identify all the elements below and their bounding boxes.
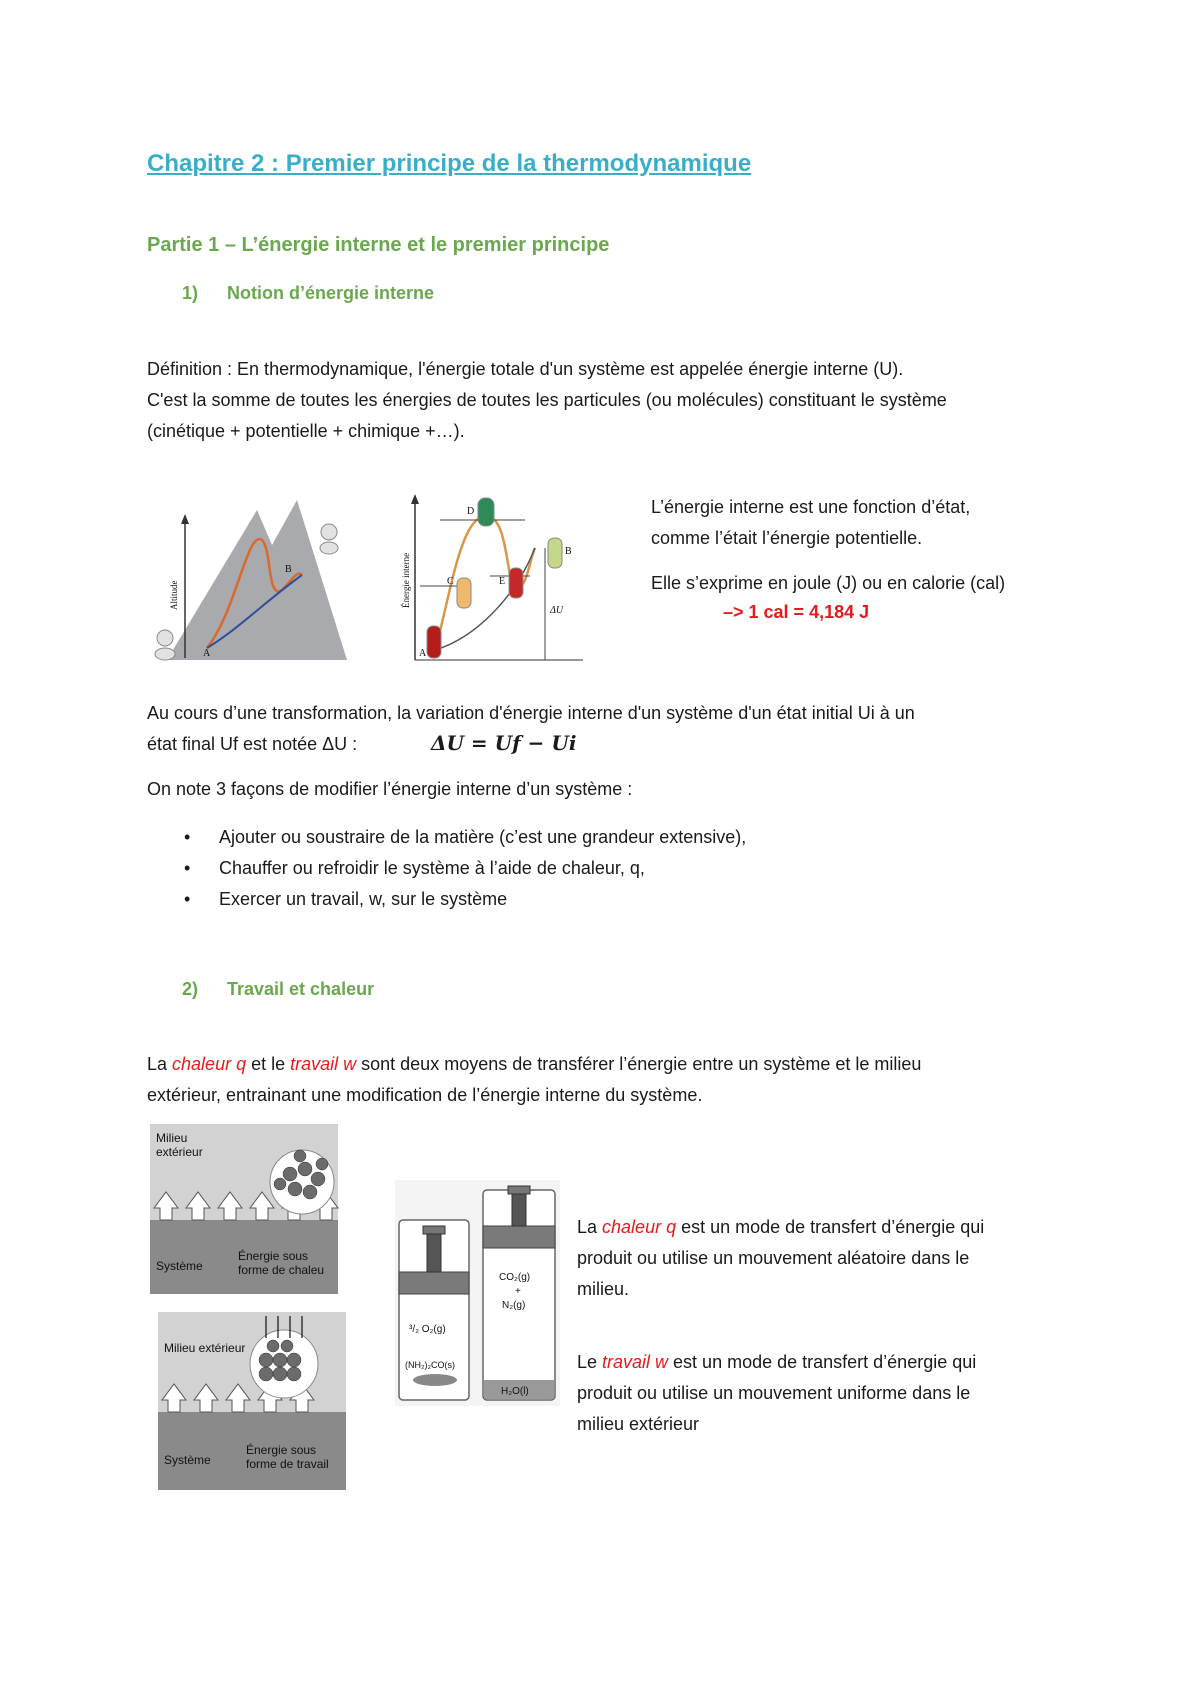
calorie-conversion: –> 1 cal = 4,184 J: [723, 602, 870, 622]
label-c: C: [447, 576, 454, 587]
right-plus-label: +: [515, 1286, 521, 1297]
heat-milieu-label: Milieu: [156, 1131, 188, 1145]
intro2-line-2: extérieur, entrainant une modification de l’énergie interne du système.: [147, 1085, 703, 1105]
point-a-label: A: [203, 648, 211, 659]
label-e: E: [499, 576, 506, 587]
heat-exterieur-label: extérieur: [156, 1145, 203, 1159]
list-item: [147, 822, 1107, 853]
chaleur-def-line-3: milieu.: [577, 1279, 630, 1299]
travail-def-line-2: produit ou utilise un mouvement uniforme dans le: [577, 1383, 971, 1403]
tube-c: [457, 578, 471, 608]
chaleur-def-post: est un mode de transfert d’énergie qui: [676, 1217, 985, 1237]
delta-u-label: ΔU: [550, 605, 564, 616]
section-2-title: Travail et chaleur: [227, 979, 375, 999]
altitude-figure: [147, 490, 347, 666]
altitude-diagram: [147, 490, 347, 666]
heat-energie-label-2: forme de chaleu: [238, 1263, 325, 1277]
work-milieu-label: Milieu extérieur: [164, 1341, 246, 1355]
intro2-line-1: [147, 1049, 1107, 1080]
variation-paragraph: [147, 698, 1107, 760]
list-item-text: Ajouter ou soustraire de la matière (c’est une grandeur extensive),: [219, 827, 747, 847]
intro2-text-a: La: [147, 1054, 173, 1074]
right-liquid-label: H₂O(l): [501, 1386, 529, 1397]
list-item: [147, 884, 1107, 915]
variation-line-2: [147, 729, 1107, 760]
definition-line-2: C'est la somme de toutes les énergies de toutes les particules (ou molécules) constituant le système: [147, 390, 947, 410]
travail-def-post: est un mode de transfert d’énergie qui: [668, 1352, 977, 1372]
work-energie-label-2: forme de travail: [246, 1457, 329, 1471]
delta-u-formula: ΔU = Uf − Ui: [431, 731, 577, 755]
heat-work-intro: [147, 1049, 1107, 1111]
intro2-text-c: sont deux moyens de transférer l’énergie entre un système et le milieu: [356, 1054, 922, 1074]
cylinders-diagram: [395, 1180, 560, 1406]
intro2-chaleur-term: chaleur q: [172, 1054, 247, 1074]
bullet: •: [184, 827, 191, 847]
label-a: A: [419, 648, 427, 659]
tube-d: [478, 498, 494, 526]
work-transfer-diagram: [158, 1312, 346, 1490]
travail-def-pre: Le: [577, 1352, 603, 1372]
label-b: B: [565, 546, 572, 557]
tube-e: [509, 568, 523, 598]
label-d: D: [467, 506, 475, 517]
definition-line-3: (cinétique + potentielle + chimique +…).: [147, 421, 465, 441]
part-title: Partie 1 – L’énergie interne et le premier principe: [147, 234, 610, 256]
variation-line-1: Au cours d’une transformation, la variation d'énergie interne d'un système d'un état initial Ui à un: [147, 703, 915, 723]
travail-def-term: travail w: [602, 1352, 669, 1372]
cylinders-figure: [395, 1180, 560, 1406]
section-1-heading: [147, 283, 434, 304]
chaleur-def-line-2: produit ou utilise un mouvement aléatoire dans le: [577, 1248, 970, 1268]
bullet: •: [184, 889, 191, 909]
left-solid-label: (NH₂)₂CO(s): [405, 1360, 455, 1370]
intro2-text-b: et le: [246, 1054, 291, 1074]
altitude-axis-label: Altitude: [169, 580, 179, 610]
section-2-heading: [147, 979, 374, 1000]
state-function-text: [651, 492, 1111, 628]
heat-systeme-label: Système: [156, 1259, 203, 1273]
figure-head-bottom: [157, 630, 173, 646]
chaleur-def-term: chaleur q: [602, 1217, 677, 1237]
variation-line-2-text: état final Uf est notée ΔU :: [147, 734, 358, 754]
figure-head-top: [321, 524, 337, 540]
tube-b: [548, 538, 562, 568]
left-solid-pile: [413, 1374, 457, 1386]
intro2-travail-term: travail w: [290, 1054, 357, 1074]
chapter-title: Chapitre 2 : Premier principe de la thermodynamique: [147, 150, 752, 177]
energy-axis-label: Énergie interne: [401, 552, 411, 608]
right-gas-2-label: N₂(g): [502, 1300, 526, 1311]
left-piston: [399, 1272, 469, 1294]
heat-energie-label-1: Énergie sous: [238, 1249, 309, 1263]
bullet: •: [184, 858, 191, 878]
travail-def-line-3: milieu extérieur: [577, 1414, 700, 1434]
chaleur-def-line-1: [577, 1212, 1097, 1243]
list-item: [147, 853, 1107, 884]
definition-paragraph: [147, 354, 1087, 447]
state-function-line-3: Elle s’exprime en joule (J) ou en calorie (cal): [651, 573, 1006, 593]
internal-energy-figure: [401, 488, 585, 666]
tube-a: [427, 626, 441, 658]
work-transfer-figure: [158, 1312, 346, 1490]
work-systeme-label: Système: [164, 1453, 211, 1467]
definition-line-1: Définition : En thermodynamique, l'énergie totale d'un système est appelée énergie interne (U).: [147, 359, 904, 379]
section-2-number: 2): [182, 979, 199, 999]
ways-intro: On note 3 façons de modifier l’énergie interne d’un système :: [147, 779, 633, 799]
list-item-text: Chauffer ou refroidir le système à l’aide de chaleur, q,: [219, 858, 645, 878]
right-piston: [483, 1226, 555, 1248]
internal-energy-diagram: [401, 488, 585, 666]
point-b-label: B: [285, 564, 292, 575]
heat-transfer-figure: [150, 1124, 338, 1294]
work-energie-label-1: Énergie sous: [246, 1443, 317, 1457]
ways-list: [147, 822, 1107, 915]
state-function-line-2: comme l’était l’énergie potentielle.: [651, 528, 923, 548]
travail-definition: [577, 1347, 1097, 1440]
left-gas-label: ³/₂ O₂(g): [409, 1324, 446, 1335]
right-gas-1-label: CO₂(g): [499, 1272, 531, 1283]
chaleur-definition: [577, 1212, 1097, 1305]
section-1-title: Notion d’énergie interne: [227, 283, 435, 303]
chaleur-def-pre: La: [577, 1217, 603, 1237]
travail-def-line-1: [577, 1347, 1097, 1378]
list-item-text: Exercer un travail, w, sur le système: [219, 889, 508, 909]
state-function-line-1: L’énergie interne est une fonction d’état,: [651, 497, 971, 517]
section-1-number: 1): [182, 283, 199, 303]
heat-transfer-diagram: [150, 1124, 338, 1294]
